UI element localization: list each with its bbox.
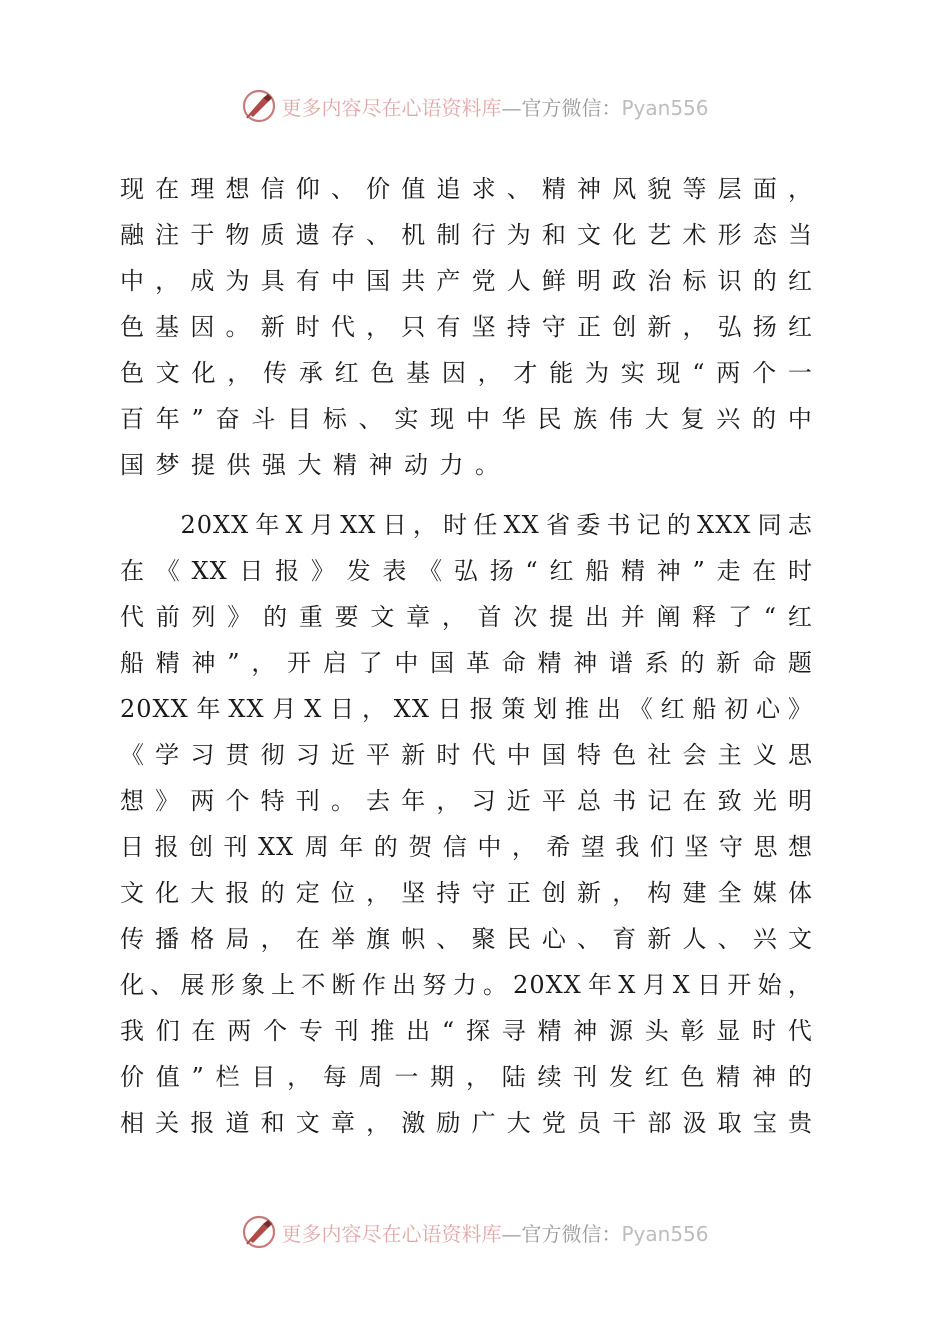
- text-line: 化 、 展 形 象 上 不 断 作 出 努 力 。 20XX 年 X 月 X 日 开 始 ，: [120, 971, 812, 999]
- header-dash: —: [501, 95, 522, 120]
- text-line: 在 《 XX 日 报 》 发 表 《 弘 扬 “ 红 船 精 神 ” 走 在 时: [120, 557, 812, 585]
- text-line: 色 文 化 ， 传 承 红 色 基 因 ， 才 能 为 实 现 “ 两 个 一: [120, 359, 812, 387]
- text-line: 相 关 报 道 和 文 章 ， 激 励 广 大 党 员 干 部 汲 取 宝 贵: [120, 1109, 812, 1137]
- header-label: 官方微信：: [521, 95, 622, 120]
- footer-wechat-id: Pyan556: [621, 1221, 709, 1246]
- text-line: 文 化 大 报 的 定 位 ， 坚 持 守 正 创 新 ， 构 建 全 媒 体: [120, 879, 812, 907]
- text-line: 传 播 格 局 ， 在 举 旗 帜 、 聚 民 心 、 育 新 人 、 兴 文: [120, 925, 812, 953]
- footer-label: 官方微信：: [521, 1221, 622, 1246]
- text-line: 船 精 神 ” ， 开 启 了 中 国 革 命 精 神 谱 系 的 新 命 题: [120, 649, 812, 677]
- header-wechat-id: Pyan556: [621, 95, 709, 120]
- text-line: 现 在 理 想 信 仰 、 价 值 追 求 、 精 神 风 貌 等 层 面 ，: [120, 175, 812, 203]
- text-line: 百 年 ” 奋 斗 目 标 、 实 现 中 华 民 族 伟 大 复 兴 的 中: [120, 405, 812, 433]
- text-line: 中 ， 成 为 具 有 中 国 共 产 党 人 鲜 明 政 治 标 识 的 红: [120, 267, 812, 295]
- footer-text: [281, 1218, 708, 1247]
- text-line: 国梦提供强大精神动力。: [120, 451, 511, 479]
- text-line: 想 》 两 个 特 刊 。 去 年 ， 习 近 平 总 书 记 在 致 光 明: [120, 787, 812, 815]
- document-body: [120, 166, 812, 1146]
- text-line: 日 报 创 刊 XX 周 年 的 贺 信 中 ， 希 望 我 们 坚 守 思 想: [120, 833, 812, 861]
- text-line: 色 基 因 。 新 时 代 ， 只 有 坚 持 守 正 创 新 ， 弘 扬 红: [120, 313, 812, 341]
- footer-dash: —: [501, 1221, 522, 1246]
- header-brand: 更多内容尽在心语资料库: [281, 95, 502, 120]
- header-banner: [0, 82, 950, 130]
- text-line: 20XX 年 XX 月 X 日 ， XX 日 报 策 划 推 出 《 红 船 初 心 》: [120, 695, 812, 723]
- header-text: [281, 92, 708, 121]
- footer-brand: 更多内容尽在心语资料库: [281, 1221, 502, 1246]
- pen-nib-logo-icon: [241, 1214, 277, 1250]
- text-line: 价 值 ” 栏 目 ， 每 周 一 期 ， 陆 续 刊 发 红 色 精 神 的: [120, 1063, 812, 1091]
- text-line: 融 注 于 物 质 遗 存 、 机 制 行 为 和 文 化 艺 术 形 态 当: [120, 221, 812, 249]
- pen-nib-logo-icon: [241, 88, 277, 124]
- footer-banner: [0, 1208, 950, 1256]
- text-line: 代 前 列 》 的 重 要 文 章 ， 首 次 提 出 并 阐 释 了 “ 红: [120, 603, 812, 631]
- text-line: 我 们 在 两 个 专 刊 推 出 “ 探 寻 精 神 源 头 彰 显 时 代: [120, 1017, 812, 1045]
- text-line: 《 学 习 贯 彻 习 近 平 新 时 代 中 国 特 色 社 会 主 义 思: [120, 741, 812, 769]
- text-line: 20XX 年 X 月 XX 日 ， 时 任 XX 省 委 书 记 的 XXX 同 志: [180, 511, 812, 539]
